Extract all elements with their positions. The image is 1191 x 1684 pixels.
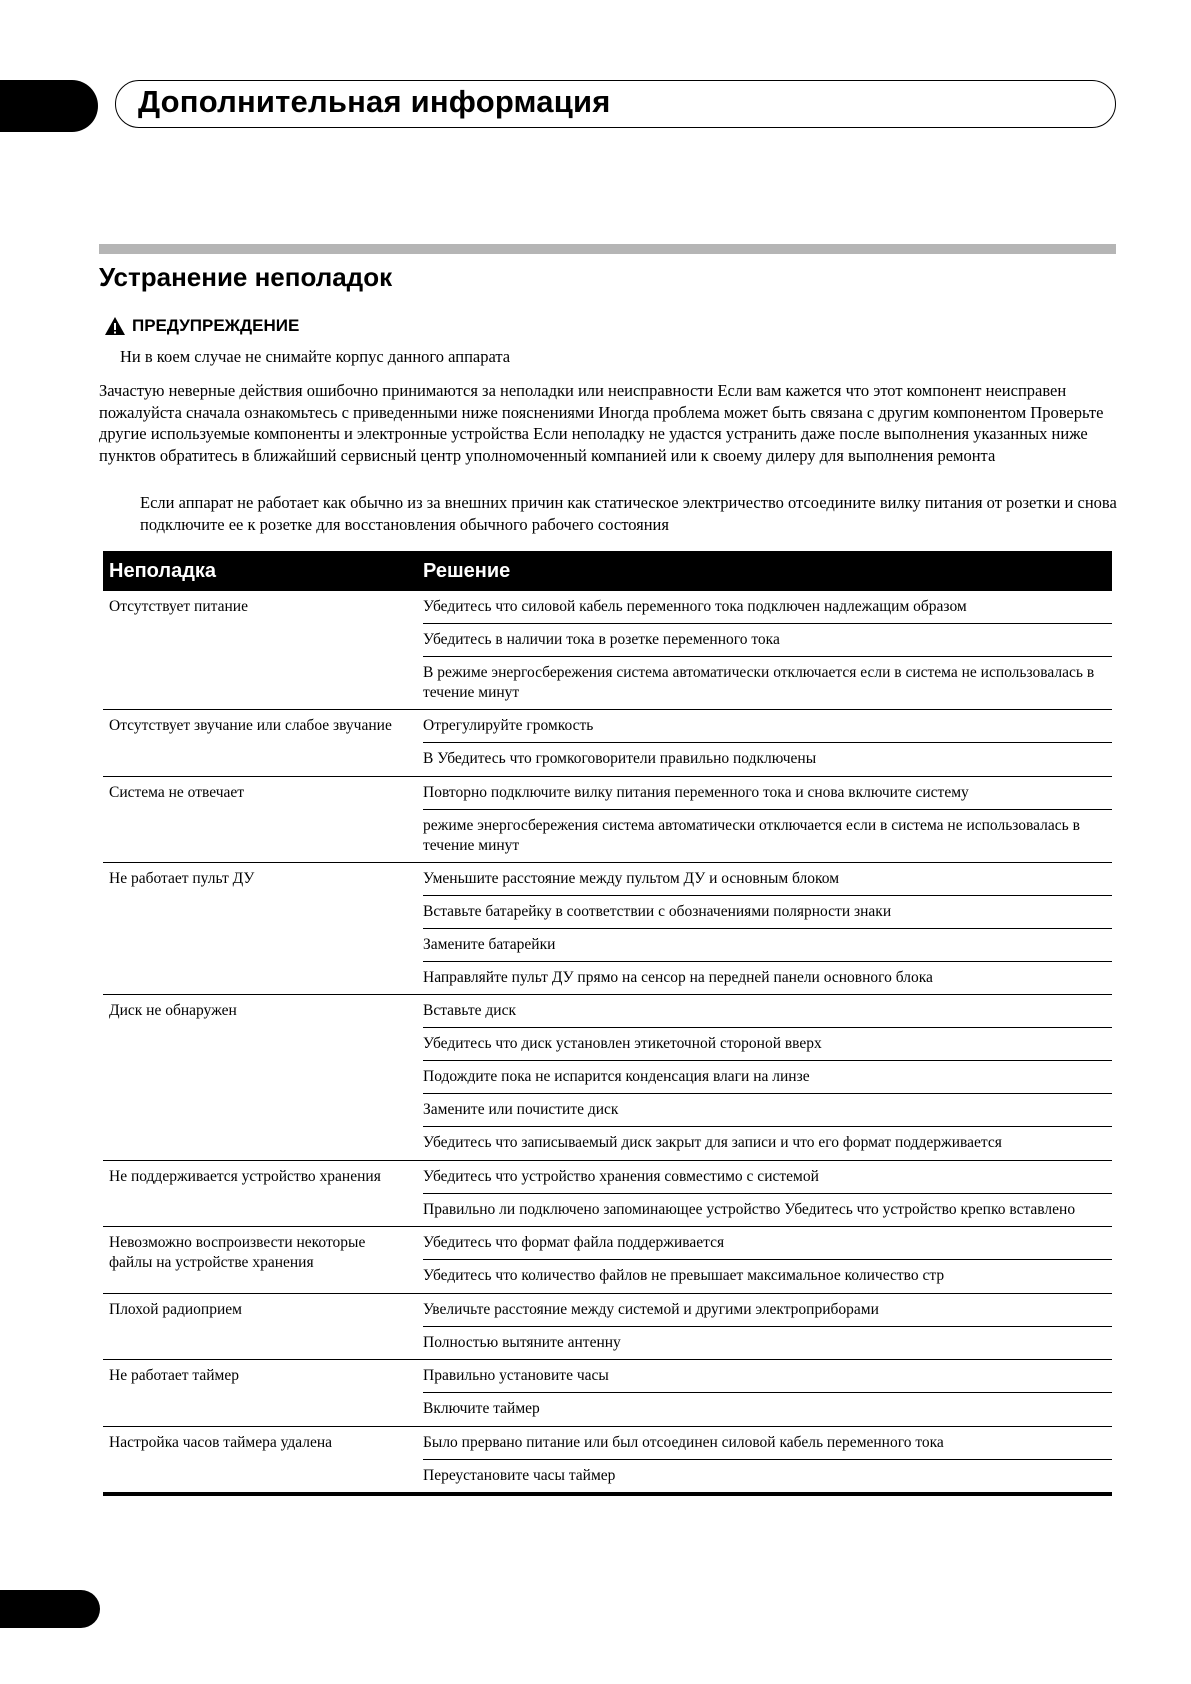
solution-item: Убедитесь что количество файлов не превышает максимальное количество стр xyxy=(423,1267,945,1284)
header-problem: Неполадка xyxy=(109,559,217,582)
solution-item: Правильно ли подключено запоминающее устройство Убедитесь что устройство крепко вставлено xyxy=(423,1200,1076,1218)
solutions-cell xyxy=(423,1161,1112,1227)
page-number-tab xyxy=(0,1590,100,1628)
warning-text: Ни в коем случае не снимайте корпус данного аппарата xyxy=(120,347,511,366)
solution-item: Подождите пока не испарится конденсация влаги на линзе xyxy=(423,1061,1112,1094)
problem-cell: Настройка часов таймера удалена xyxy=(109,1433,333,1451)
solution-item: режиме энергосбережения система автоматически отключается если в система не использовалась в течение минут xyxy=(423,816,1080,854)
solutions-cell xyxy=(423,995,1112,1160)
solution-item: Вставьте батарейку в соответствии с обозначениями полярности знаки xyxy=(423,896,1112,929)
solutions-cell xyxy=(423,1227,1112,1293)
solution-item: Полностью вытяните антенну xyxy=(423,1333,621,1351)
solutions-cell xyxy=(423,710,1112,776)
note-paragraph: Если аппарат не работает как обычно из за внешних причин как статическое электричество отсоедините вилку питания от розетки и снова подключите ее к розетке для восстановления обычного рабочего состояния xyxy=(140,493,1117,534)
table-body xyxy=(103,591,1112,1496)
table-row xyxy=(103,1360,1112,1427)
table-row xyxy=(103,1161,1112,1228)
page-title: Дополнительная информация xyxy=(138,84,611,119)
solution-item: Убедитесь что силовой кабель переменного тока подключен надлежащим образом xyxy=(423,591,1112,624)
solution-item: Повторно подключите вилку питания переменного тока и снова включите систему xyxy=(423,777,1112,810)
table-row xyxy=(103,1427,1112,1497)
table-row xyxy=(103,591,1112,710)
solution-item: Замените или почистите диск xyxy=(423,1094,1112,1127)
solution-item: Переустановите часы таймер xyxy=(423,1466,616,1484)
warning-heading xyxy=(104,316,299,336)
solution-item: Убедитесь в наличии тока в розетке переменного тока xyxy=(423,624,1112,657)
solutions-cell xyxy=(423,1427,1112,1493)
solutions-cell xyxy=(423,1294,1112,1360)
solution-item: Правильно установите часы xyxy=(423,1360,1112,1393)
intro-paragraph: Зачастую неверные действия ошибочно принимаются за неполадки или неисправности Если вам кажется что этот компонент неисправен пожалуйста сначала ознакомьтесь с приведенными ниже пояснениями Иногда проблема может быть связана с другим компонентом Проверьте другие используемые компоненты и электронные устройства Если неполадку не удастся устранить даже после выполнения указанных ниже пунктов обратитесь в ближайший сервисный центр уполномоченный компанией или к своему дилеру для выполнения ремонта xyxy=(99,381,1104,465)
warning-icon xyxy=(104,316,126,336)
problem-cell: Отсутствует звучание или слабое звучание xyxy=(109,717,392,734)
table-row xyxy=(103,1294,1112,1361)
header-solution: Решение xyxy=(423,559,511,582)
problem-cell: Не работает таймер xyxy=(109,1367,239,1384)
chapter-tab xyxy=(0,80,98,132)
solution-item: Вставьте диск xyxy=(423,995,1112,1028)
table-row xyxy=(103,863,1112,996)
section-title: Устранение неполадок xyxy=(99,262,393,292)
solution-item: Отрегулируйте громкость xyxy=(423,710,1112,743)
solutions-cell xyxy=(423,1360,1112,1426)
problem-cell: Невозможно воспроизвести некоторые файлы на устройстве хранения xyxy=(109,1234,366,1271)
solution-item: Включите таймер xyxy=(423,1400,540,1417)
solutions-cell xyxy=(423,863,1112,995)
table-row xyxy=(103,777,1112,863)
solution-item: В Убедитесь что громкоговорители правильно подключены xyxy=(423,750,817,767)
section-divider xyxy=(99,244,1116,254)
solution-item: Направляйте пульт ДУ прямо на сенсор на передней панели основного блока xyxy=(423,968,933,986)
table-header xyxy=(103,551,1112,591)
problem-cell: Диск не обнаружен xyxy=(109,1002,237,1019)
solutions-cell xyxy=(423,591,1112,709)
table-row xyxy=(103,995,1112,1161)
solution-item: Уменьшите расстояние между пультом ДУ и основным блоком xyxy=(423,863,1112,896)
problem-cell: Не поддерживается устройство хранения xyxy=(109,1167,381,1185)
solutions-cell xyxy=(423,777,1112,862)
problem-cell: Не работает пульт ДУ xyxy=(109,869,255,887)
problem-cell: Система не отвечает xyxy=(109,783,245,801)
solution-item: Убедитесь что устройство хранения совместимо с системой xyxy=(423,1161,1112,1194)
solution-item: В режиме энергосбережения система автоматически отключается если в система не использовалась в течение минут xyxy=(423,664,1095,701)
warning-label: ПРЕДУПРЕЖДЕНИЕ xyxy=(132,316,300,335)
solution-item: Убедитесь что записываемый диск закрыт для записи и что его формат поддерживается xyxy=(423,1134,1002,1151)
solution-item: Замените батарейки xyxy=(423,929,1112,962)
problem-cell: Отсутствует питание xyxy=(109,598,248,615)
solution-item: Убедитесь что диск установлен этикеточной стороной вверх xyxy=(423,1028,1112,1061)
solution-item: Убедитесь что формат файла поддерживается xyxy=(423,1227,1112,1260)
solution-item: Увеличьте расстояние между системой и другими электроприборами xyxy=(423,1294,1112,1327)
table-row xyxy=(103,710,1112,777)
table-row xyxy=(103,1227,1112,1294)
problem-cell: Плохой радиоприем xyxy=(109,1300,242,1318)
troubleshooting-table xyxy=(103,551,1112,1496)
solution-item: Было прервано питание или был отсоединен силовой кабель переменного тока xyxy=(423,1427,1112,1460)
